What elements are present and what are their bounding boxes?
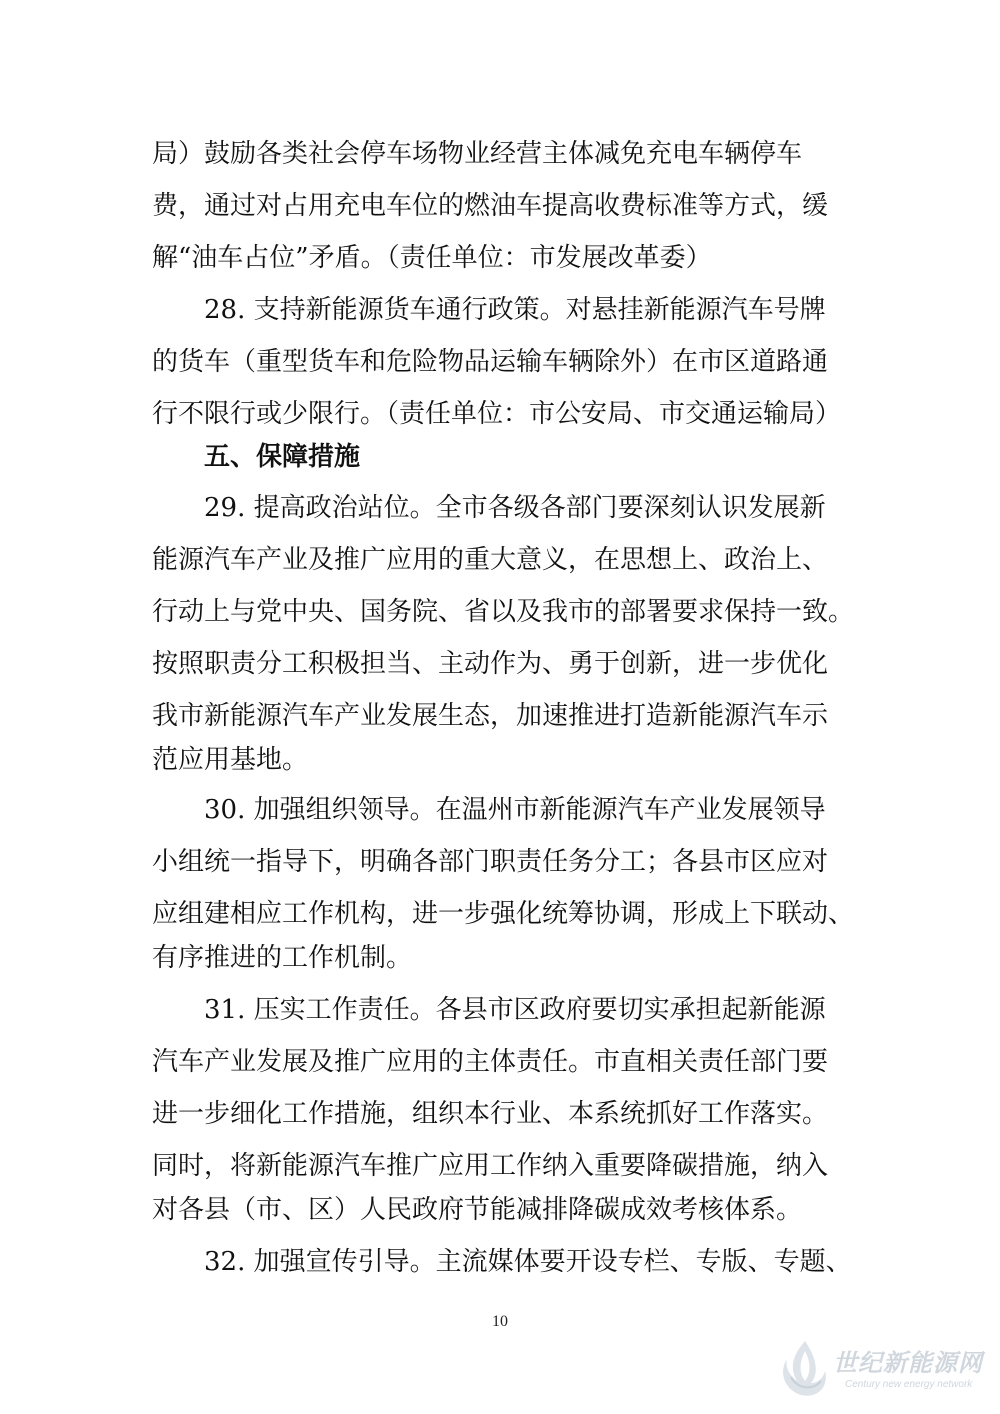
body-text-line: 按照职责分工积极担当、主动作为、勇于创新，进一步优化 (152, 649, 829, 679)
watermark (775, 1335, 985, 1405)
paragraph-29-title: 29. 提高政治站位。全市各级各部门要深刻认识发展新 (204, 493, 826, 523)
paragraph-31-title: 31. 压实工作责任。各县市区政府要切实承担起新能源 (204, 995, 826, 1025)
paragraph-28-title: 28. 支持新能源货车通行政策。对悬挂新能源汽车号牌 (204, 295, 826, 325)
body-text-line: 行动上与党中央、国务院、省以及我市的部署要求保持一致。 (152, 597, 855, 627)
body-text-line: 范应用基地。 (152, 745, 309, 775)
body-text-line: 的货车（重型货车和危险物品运输车辆除外）在市区道路通 (152, 347, 829, 377)
paragraph-30-title: 30. 加强组织领导。在温州市新能源汽车产业发展领导 (204, 795, 826, 825)
body-text-line: 小组统一指导下，明确各部门职责任务分工；各县市区应对 (152, 847, 829, 877)
body-text-line: 费，通过对占用充电车位的燃油车提高收费标准等方式，缓 (152, 191, 829, 221)
body-text-line: 行不限行或少限行。（责任单位：市公安局、市交通运输局） (152, 399, 842, 429)
flame-swirl-icon (775, 1337, 835, 1401)
body-text-line: 进一步细化工作措施，组织本行业、本系统抓好工作落实。 (152, 1099, 829, 1129)
body-text-line: 能源汽车产业及推广应用的重大意义，在思想上、政治上、 (152, 545, 829, 575)
body-text-line: 汽车产业发展及推广应用的主体责任。市直相关责任部门要 (152, 1047, 829, 1077)
body-text-line: 局）鼓励各类社会停车场物业经营主体减免充电车辆停车 (152, 139, 803, 169)
paragraph-32-title: 32. 加强宣传引导。主流媒体要开设专栏、专版、专题、 (204, 1247, 852, 1277)
page-number: 10 (492, 1313, 508, 1330)
watermark-title: 世纪新能源网 (833, 1349, 983, 1377)
body-text-line: 对各县（市、区）人民政府节能减排降碳成效考核体系。 (152, 1195, 803, 1225)
body-text-line: 有序推进的工作机制。 (152, 943, 413, 973)
body-text-line: 同时，将新能源汽车推广应用工作纳入重要降碳措施，纳入 (152, 1151, 829, 1181)
body-text-line: 应组建相应工作机构，进一步强化统筹协调，形成上下联动、 (152, 899, 855, 929)
body-text-line: 我市新能源汽车产业发展生态，加速推进打造新能源汽车示 (152, 701, 829, 731)
watermark-subtitle: Century new energy network (845, 1379, 973, 1390)
body-text-line: 解“油车占位”矛盾。（责任单位：市发展改革委） (152, 243, 712, 273)
section-heading: 五、保障措施 (204, 442, 361, 472)
